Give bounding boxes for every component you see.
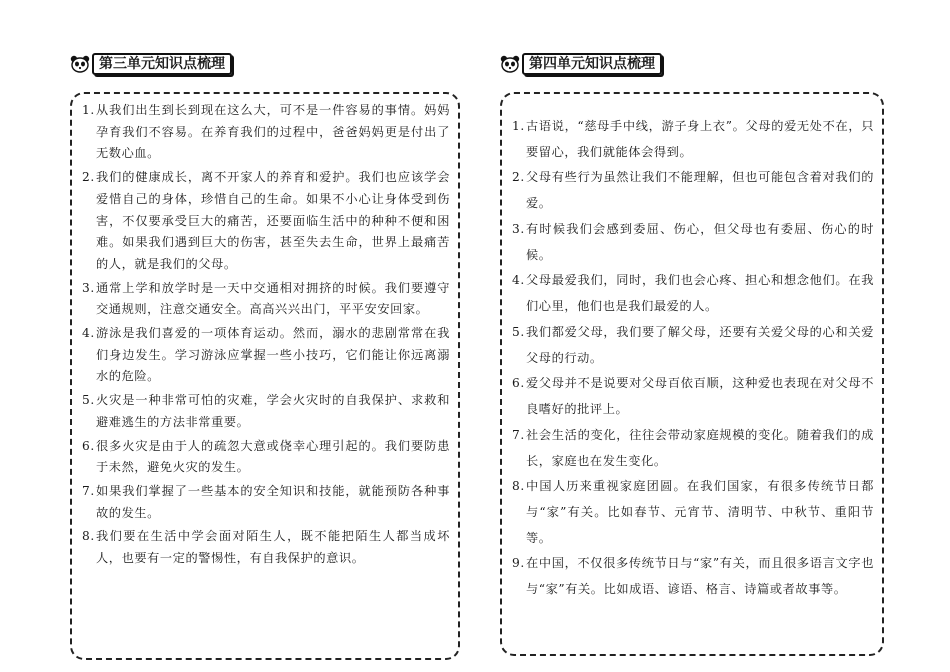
- unit-4-section: [500, 52, 884, 597]
- item-text: 在中国，不仅很多传统节日与“家”有关，而且很多语言文字也与“家”有关。比如成语、谚语、格言、诗篇或者故事等。: [526, 556, 874, 597]
- unit-3-card: [70, 92, 460, 660]
- item-text: 很多火灾是由于人的疏忽大意或侥幸心理引起的。我们要防患于未然，避免火灾的发生。: [96, 438, 450, 475]
- item-text: 火灾是一种非常可怕的灾难，学会火灾时的自我保护、求救和避难逃生的方法非常重要。: [96, 393, 450, 429]
- unit-3-section: [70, 52, 460, 566]
- unit-3-title: 第三单元知识点梳理: [92, 53, 232, 75]
- panda-icon: [500, 55, 520, 73]
- list-item: [512, 320, 874, 371]
- item-number: 3.: [82, 280, 95, 295]
- item-number: 8.: [82, 529, 95, 544]
- list-item: [512, 217, 874, 268]
- item-number: 8.: [512, 479, 525, 494]
- item-number: 2.: [512, 170, 525, 185]
- item-text: 中国人历来重视家庭团圆。在我们国家，有很多传统节日都与“家”有关。比如春节、元宵节、清明节、中秋节、重阳节等。: [526, 479, 874, 545]
- item-number: 5.: [82, 393, 95, 408]
- item-number: 5.: [512, 324, 525, 339]
- list-item: [82, 167, 450, 276]
- item-text: 如果我们掌握了一些基本的安全知识和技能，就能预防各种事故的发生。: [96, 483, 450, 520]
- item-text: 通常上学和放学时是一天中交通相对拥挤的时候。我们要遵守交通规则，注意交通安全。高高兴兴出门，平平安安回家。: [96, 280, 450, 317]
- item-number: 7.: [512, 427, 525, 442]
- item-number: 4.: [82, 326, 95, 341]
- list-item: [82, 278, 450, 321]
- item-text: 有时候我们会感到委屈、伤心，但父母也有委屈、伤心的时候。: [526, 221, 874, 262]
- item-number: 6.: [82, 438, 95, 453]
- list-item: [82, 436, 450, 479]
- item-text: 父母有些行为虽然让我们不能理解，但也可能包含着对我们的爱。: [526, 170, 874, 211]
- list-item: [82, 390, 450, 433]
- list-item: [82, 100, 450, 165]
- list-item: [512, 423, 874, 474]
- item-number: 4.: [512, 273, 525, 288]
- item-text: 我们都爱父母，我们要了解父母，还要有关爱父母的心和关爱父母的行动。: [526, 324, 874, 365]
- item-text: 社会生活的变化，往往会带动家庭规模的变化。随着我们的成长，家庭也在发生变化。: [526, 427, 874, 468]
- list-item: [512, 268, 874, 319]
- unit-4-card: [500, 92, 884, 656]
- item-number: 1.: [512, 119, 525, 133]
- list-item: [82, 323, 450, 388]
- list-item: [512, 551, 874, 602]
- unit-4-header: [500, 52, 884, 76]
- list-item: [512, 371, 874, 422]
- list-item: [82, 526, 450, 569]
- item-text: 古语说，“慈母手中线，游子身上衣”。父母的爱无处不在，只要留心，我们就能体会得到。: [526, 119, 874, 159]
- list-item: [512, 165, 874, 216]
- item-number: 6.: [512, 376, 525, 391]
- list-item: [82, 481, 450, 524]
- item-number: 7.: [82, 483, 95, 498]
- item-number: 1.: [82, 103, 95, 117]
- unit-3-header: [70, 52, 460, 76]
- panda-icon: [70, 55, 90, 73]
- item-text: 从我们出生到长到现在这么大，可不是一件容易的事情。妈妈孕育我们不容易。在养育我们的过程中，爸爸妈妈更是付出了无数心血。: [96, 103, 450, 161]
- item-text: 游泳是我们喜爱的一项体育运动。然而，溺水的悲剧常常在我们身边发生。学习游泳应掌握一些小技巧，它们能让你远离溺水的危险。: [96, 326, 450, 384]
- item-text: 我们的健康成长，离不开家人的养育和爱护。我们也应该学会爱惜自己的身体，珍惜自己的生命。如果不小心让身体受到伤害，不仅要承受巨大的痛苦，还要面临生活中的种种不便和困难。如果我们遇到巨大的伤害，甚至失去生命，世界上最痛苦的人，就是我们的父母。: [96, 170, 450, 271]
- item-number: 2.: [82, 170, 95, 185]
- item-text: 爱父母并不是说要对父母百依百顺，这种爱也表现在对父母不良嗜好的批评上。: [526, 376, 874, 417]
- unit-4-title: 第四单元知识点梳理: [522, 53, 662, 75]
- item-number: 3.: [512, 221, 525, 236]
- list-item: [512, 114, 874, 165]
- item-text: 我们要在生活中学会面对陌生人，既不能把陌生人都当成坏人，也要有一定的警惕性，有自我保护的意识。: [96, 529, 450, 566]
- item-text: 父母最爱我们，同时，我们也会心疼、担心和想念他们。在我们心里，他们也是我们最爱的人。: [526, 273, 874, 314]
- list-item: [512, 474, 874, 551]
- item-number: 9.: [512, 556, 525, 571]
